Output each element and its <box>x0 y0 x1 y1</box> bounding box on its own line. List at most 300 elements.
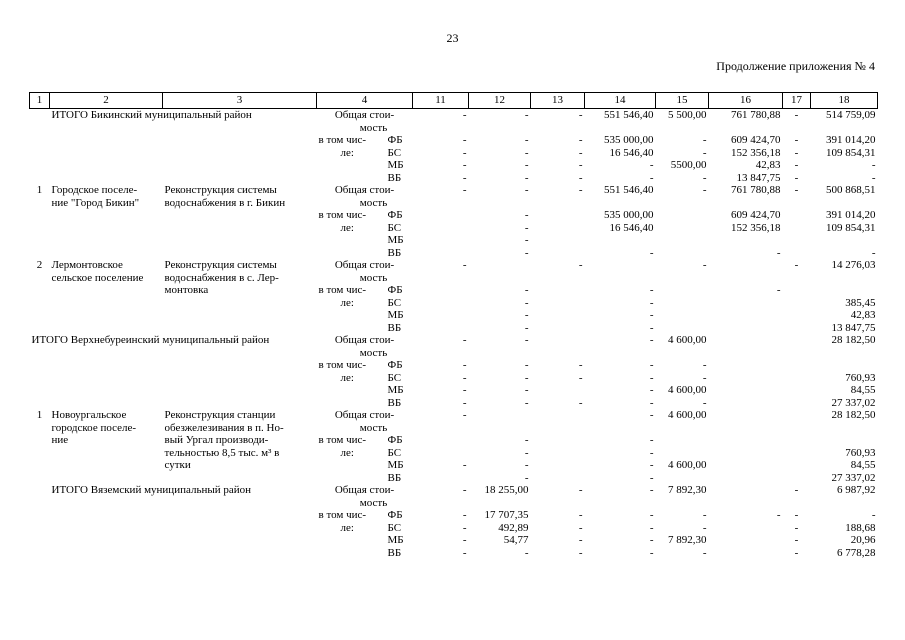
table-row <box>30 247 878 260</box>
row-number <box>30 534 50 547</box>
in-total-label: в том чис- <box>318 509 367 521</box>
in-total-label: ле: <box>340 371 354 384</box>
value-col-16 <box>709 372 783 385</box>
column-header-15: 15 <box>656 93 709 109</box>
value-col-12: 492,89 <box>498 521 529 534</box>
table-row <box>30 272 878 285</box>
project-name: Реконструкция станции <box>164 409 276 421</box>
settlement-name <box>50 247 163 260</box>
value-col-18 <box>811 434 878 447</box>
value-col-14: 551 546,40 <box>604 184 654 196</box>
value-col-15: 5 500,00 <box>668 109 707 121</box>
value-col-17: - <box>794 109 799 121</box>
value-col-15 <box>656 497 709 510</box>
row-number: 1 <box>36 184 43 196</box>
value-col-15: 7 892,30 <box>668 534 707 546</box>
table-row <box>30 372 878 385</box>
value-col-18: 6 987,92 <box>837 484 876 496</box>
value-col-17 <box>783 359 811 372</box>
value-col-15 <box>656 272 709 285</box>
value-col-16 <box>709 272 783 285</box>
settlement-name <box>50 472 163 485</box>
value-col-18 <box>811 122 878 135</box>
value-col-18: - <box>871 171 876 184</box>
value-col-16 <box>709 122 783 135</box>
value-col-11: - <box>462 109 467 121</box>
settlement-name <box>50 447 163 460</box>
project-name <box>163 497 317 510</box>
settlement-name <box>50 384 163 397</box>
value-col-17 <box>783 234 811 247</box>
row-number <box>30 147 50 160</box>
row-number <box>30 384 50 397</box>
value-col-15 <box>656 322 709 335</box>
value-col-15 <box>656 422 709 435</box>
value-col-14 <box>585 122 656 135</box>
column-header-12: 12 <box>469 93 531 109</box>
value-col-17: - <box>794 134 799 146</box>
value-col-12: - <box>524 246 529 259</box>
value-col-13: - <box>578 134 583 146</box>
table-row <box>30 297 878 310</box>
value-col-11 <box>413 497 469 510</box>
table-row <box>30 472 878 485</box>
value-col-18 <box>811 359 878 372</box>
value-col-12: - <box>524 296 529 309</box>
value-col-11 <box>413 247 469 260</box>
value-col-12 <box>469 272 531 285</box>
value-col-16: - <box>776 246 781 259</box>
project-name <box>163 147 317 160</box>
value-col-15: - <box>702 546 707 559</box>
row-number <box>30 309 50 322</box>
value-col-13 <box>531 434 585 447</box>
settlement-name <box>50 547 163 560</box>
value-col-11 <box>413 309 469 322</box>
settlement-name <box>50 534 163 547</box>
value-col-16 <box>709 522 783 535</box>
value-col-16 <box>709 484 783 497</box>
value-col-13 <box>531 209 585 222</box>
table-row <box>30 484 878 497</box>
funding-source-label: мость <box>359 121 388 134</box>
funding-source-cell <box>317 159 413 172</box>
row-number: 1 <box>36 409 43 421</box>
in-total-label: в том чис- <box>318 209 367 221</box>
project-name: водоснабжения в с. Лер- <box>164 271 279 284</box>
table-row <box>30 459 878 472</box>
value-col-17 <box>783 347 811 360</box>
settlement-name <box>50 309 163 322</box>
value-col-15 <box>656 197 709 210</box>
value-col-13 <box>531 447 585 460</box>
row-number <box>30 522 50 535</box>
value-col-11 <box>413 284 469 297</box>
value-col-18: 385,45 <box>845 296 876 309</box>
project-name <box>163 209 317 222</box>
value-col-12: - <box>524 209 529 221</box>
value-col-16 <box>709 297 783 310</box>
value-col-14 <box>585 234 656 247</box>
funding-source-code: МБ <box>387 309 404 321</box>
funding-source-code: МБ <box>387 234 404 246</box>
value-col-13: - <box>578 521 583 534</box>
value-col-16 <box>709 347 783 360</box>
funding-source-cell <box>317 284 413 297</box>
project-name <box>163 509 317 522</box>
value-col-18: 760,93 <box>845 371 876 384</box>
value-col-11: - <box>462 534 467 546</box>
funding-source-cell <box>317 509 413 522</box>
value-col-16 <box>709 447 783 460</box>
funding-source-cell <box>317 347 413 360</box>
value-col-18: 28 182,50 <box>831 334 876 346</box>
project-name <box>163 122 317 135</box>
funding-source-code: ВБ <box>387 546 402 559</box>
value-col-18: 14 276,03 <box>831 259 876 271</box>
value-col-12: - <box>524 471 529 484</box>
funding-source-code: БС <box>387 446 402 459</box>
row-number <box>30 347 50 360</box>
value-col-14 <box>585 272 656 285</box>
value-col-15: - <box>702 259 707 271</box>
value-col-18: - <box>871 246 876 259</box>
settlement-name <box>50 347 163 360</box>
project-name <box>163 222 317 235</box>
project-name: сутки <box>164 459 191 471</box>
value-col-17 <box>783 459 811 472</box>
funding-source-cell <box>317 172 413 185</box>
row-number <box>30 122 50 135</box>
row-number <box>30 272 50 285</box>
value-col-12: - <box>524 459 529 471</box>
value-col-17 <box>783 247 811 260</box>
settlement-name <box>50 159 163 172</box>
value-col-14: - <box>649 321 654 334</box>
value-col-16 <box>709 434 783 447</box>
table-row <box>30 547 878 560</box>
value-col-16 <box>709 472 783 485</box>
table-row <box>30 347 878 360</box>
value-col-14: - <box>649 171 654 184</box>
funding-source-code: БС <box>387 146 402 159</box>
in-total-label: ле: <box>340 221 354 234</box>
table-row <box>30 422 878 435</box>
funding-source-cell <box>317 259 413 272</box>
value-col-13: - <box>578 484 583 496</box>
value-col-17: - <box>794 184 799 196</box>
table-header-row <box>30 93 878 109</box>
value-col-12 <box>469 259 531 272</box>
value-col-18: 760,93 <box>845 446 876 459</box>
value-col-17 <box>783 309 811 322</box>
value-col-15: - <box>702 509 707 521</box>
table-row <box>30 447 878 460</box>
value-col-11 <box>413 472 469 485</box>
project-name: водоснабжения в г. Бикин <box>164 196 286 209</box>
funding-source-cell <box>317 497 413 510</box>
value-col-16 <box>709 459 783 472</box>
value-col-11: - <box>462 521 467 534</box>
value-col-18: 28 182,50 <box>831 409 876 421</box>
funding-source-cell <box>317 409 413 422</box>
funding-source-cell <box>317 122 413 135</box>
funding-source-label: мость <box>359 496 388 509</box>
value-col-11 <box>413 222 469 235</box>
value-col-15: 7 892,30 <box>668 484 707 496</box>
value-col-12: - <box>524 321 529 334</box>
value-col-11 <box>413 447 469 460</box>
value-col-11 <box>413 209 469 222</box>
funding-source-code: ФБ <box>387 509 403 521</box>
value-col-14: - <box>649 471 654 484</box>
value-col-11: - <box>462 184 467 196</box>
value-col-13: - <box>578 159 583 171</box>
column-header-16: 16 <box>709 93 783 109</box>
value-col-17 <box>783 447 811 460</box>
value-col-13: - <box>578 534 583 546</box>
funding-source-code: ВБ <box>387 321 402 334</box>
value-col-17 <box>783 422 811 435</box>
funding-source-code: ФБ <box>387 284 403 296</box>
funding-source-cell <box>317 534 413 547</box>
district-total-label: ИТОГО Бикинский муниципальный район <box>51 109 252 121</box>
value-col-17 <box>783 372 811 385</box>
value-col-15: - <box>702 359 707 371</box>
funding-source-cell <box>317 447 413 460</box>
value-col-14 <box>585 259 656 272</box>
value-col-17 <box>783 297 811 310</box>
column-header-4: 4 <box>317 93 413 109</box>
row-number <box>30 209 50 222</box>
table-row <box>30 184 878 197</box>
funding-source-code: МБ <box>387 534 404 546</box>
in-total-label: в том чис- <box>318 284 367 296</box>
funding-source-cell <box>317 547 413 560</box>
value-col-12: - <box>524 309 529 321</box>
table-row <box>30 209 878 222</box>
value-col-13 <box>531 284 585 297</box>
value-col-17: - <box>794 159 799 171</box>
value-col-16: - <box>776 509 781 521</box>
value-col-11 <box>413 422 469 435</box>
value-col-17: - <box>794 484 799 496</box>
value-col-18: 27 337,02 <box>831 396 876 409</box>
value-col-16 <box>709 422 783 435</box>
funding-source-code: ВБ <box>387 171 402 184</box>
settlement-name <box>50 222 163 235</box>
in-total-label: ле: <box>340 446 354 459</box>
value-col-15 <box>656 434 709 447</box>
row-number <box>30 459 50 472</box>
project-name <box>163 234 317 247</box>
value-col-18: 391 014,20 <box>826 134 876 146</box>
value-col-13: - <box>578 184 583 196</box>
row-number <box>30 172 50 185</box>
funding-source-label: мость <box>359 346 388 359</box>
settlement-name <box>50 459 163 472</box>
settlement-name <box>50 372 163 385</box>
value-col-15 <box>656 122 709 135</box>
in-total-label: в том чис- <box>318 134 367 146</box>
value-col-11 <box>413 122 469 135</box>
value-col-17 <box>783 384 811 397</box>
funding-source-cell <box>317 522 413 535</box>
value-col-17: - <box>794 521 799 534</box>
value-col-17: - <box>794 146 799 159</box>
row-number <box>30 197 50 210</box>
row-number <box>30 284 50 297</box>
value-col-13: - <box>578 359 583 371</box>
project-name <box>163 297 317 310</box>
value-col-14: - <box>649 296 654 309</box>
settlement-name <box>50 359 163 372</box>
value-col-12: - <box>524 434 529 446</box>
project-name <box>163 472 317 485</box>
value-col-17 <box>783 397 811 410</box>
funding-source-cell <box>317 334 413 347</box>
value-col-13 <box>531 497 585 510</box>
funding-source-cell <box>317 272 413 285</box>
value-col-18: 42,83 <box>850 309 876 321</box>
table-row <box>30 197 878 210</box>
funding-source-cell <box>317 134 413 147</box>
value-col-11 <box>413 322 469 335</box>
value-col-13: - <box>578 396 583 409</box>
value-col-16 <box>709 409 783 422</box>
value-col-13 <box>531 247 585 260</box>
funding-source-code: ФБ <box>387 359 403 371</box>
value-col-11 <box>413 272 469 285</box>
table-row <box>30 384 878 397</box>
funding-source-code: БС <box>387 221 402 234</box>
settlement-name <box>50 122 163 135</box>
value-col-14: - <box>649 484 654 496</box>
table-row <box>30 409 878 422</box>
value-col-18: 109 854,31 <box>826 221 876 234</box>
value-col-17 <box>783 272 811 285</box>
value-col-12: - <box>524 184 529 196</box>
value-col-13: - <box>578 109 583 121</box>
value-col-12: - <box>524 446 529 459</box>
value-col-15: 4 600,00 <box>668 409 707 421</box>
value-col-16 <box>709 359 783 372</box>
in-total-label: в том чис- <box>318 434 367 446</box>
value-col-14 <box>585 422 656 435</box>
table-row <box>30 397 878 410</box>
value-col-18: 84,55 <box>850 459 876 471</box>
value-col-18: 109 854,31 <box>826 146 876 159</box>
value-col-12: 54,77 <box>503 534 529 546</box>
funding-source-cell <box>317 247 413 260</box>
funding-source-code: ФБ <box>387 134 403 146</box>
funding-source-cell <box>317 422 413 435</box>
value-col-16 <box>709 397 783 410</box>
appendix-continuation-label: Продолжение приложения № 4 <box>716 59 875 73</box>
value-col-16 <box>709 384 783 397</box>
value-col-17 <box>783 497 811 510</box>
project-name: Реконструкция системы <box>164 184 277 196</box>
value-col-13 <box>531 334 585 347</box>
table-row <box>30 334 878 347</box>
settlement-name <box>50 322 163 335</box>
project-name <box>163 547 317 560</box>
value-col-15 <box>656 309 709 322</box>
value-col-11: - <box>462 409 467 421</box>
funding-source-cell <box>317 484 413 497</box>
settlement-name: Городское поселе- <box>51 184 138 196</box>
column-header-18: 18 <box>811 93 878 109</box>
table-row <box>30 497 878 510</box>
project-name: Реконструкция системы <box>164 259 277 271</box>
funding-source-cell <box>317 309 413 322</box>
value-col-14 <box>585 197 656 210</box>
value-col-15: 4 600,00 <box>668 334 707 346</box>
table-row <box>30 434 878 447</box>
funding-source-label: Общая стои- <box>334 259 395 271</box>
row-number <box>30 422 50 435</box>
district-total-label: ИТОГО Вяземский муниципальный район <box>51 484 252 496</box>
value-col-15 <box>656 447 709 460</box>
funding-source-code: ВБ <box>387 471 402 484</box>
table-row <box>30 259 878 272</box>
row-number <box>30 134 50 147</box>
value-col-11 <box>413 234 469 247</box>
value-col-18: 188,68 <box>845 521 876 534</box>
settlement-name <box>50 397 163 410</box>
project-name: тельностью 8,5 тыс. м³ в <box>164 446 280 459</box>
funding-source-cell <box>317 397 413 410</box>
value-col-13 <box>531 297 585 310</box>
value-col-18: 13 847,75 <box>831 321 876 334</box>
value-col-15: 4 600,00 <box>668 384 707 396</box>
table-row <box>30 147 878 160</box>
value-col-12: - <box>524 234 529 246</box>
value-col-15 <box>656 284 709 297</box>
table-row <box>30 522 878 535</box>
value-col-12: - <box>524 546 529 559</box>
table-row <box>30 284 878 297</box>
value-col-13: - <box>578 546 583 559</box>
project-name <box>163 384 317 397</box>
value-col-13 <box>531 422 585 435</box>
value-col-14: - <box>649 284 654 296</box>
value-col-18 <box>811 422 878 435</box>
value-col-17: - <box>794 509 799 521</box>
value-col-12: - <box>524 171 529 184</box>
settlement-name <box>50 284 163 297</box>
value-col-14: - <box>649 309 654 321</box>
value-col-16 <box>709 497 783 510</box>
funding-source-label: мость <box>359 421 388 434</box>
column-header-1: 1 <box>30 93 50 109</box>
value-col-18 <box>811 347 878 360</box>
table-row <box>30 509 878 522</box>
value-col-12 <box>469 409 531 422</box>
row-number <box>30 472 50 485</box>
settlement-name <box>50 134 163 147</box>
funding-source-code: МБ <box>387 459 404 471</box>
value-col-11: - <box>462 134 467 146</box>
value-col-14: - <box>649 446 654 459</box>
value-col-15: - <box>702 184 707 196</box>
table-row <box>30 134 878 147</box>
funding-source-code: БС <box>387 371 402 384</box>
value-col-15: - <box>702 134 707 146</box>
value-col-16 <box>709 334 783 347</box>
table-row <box>30 322 878 335</box>
in-total-label: ле: <box>340 296 354 309</box>
